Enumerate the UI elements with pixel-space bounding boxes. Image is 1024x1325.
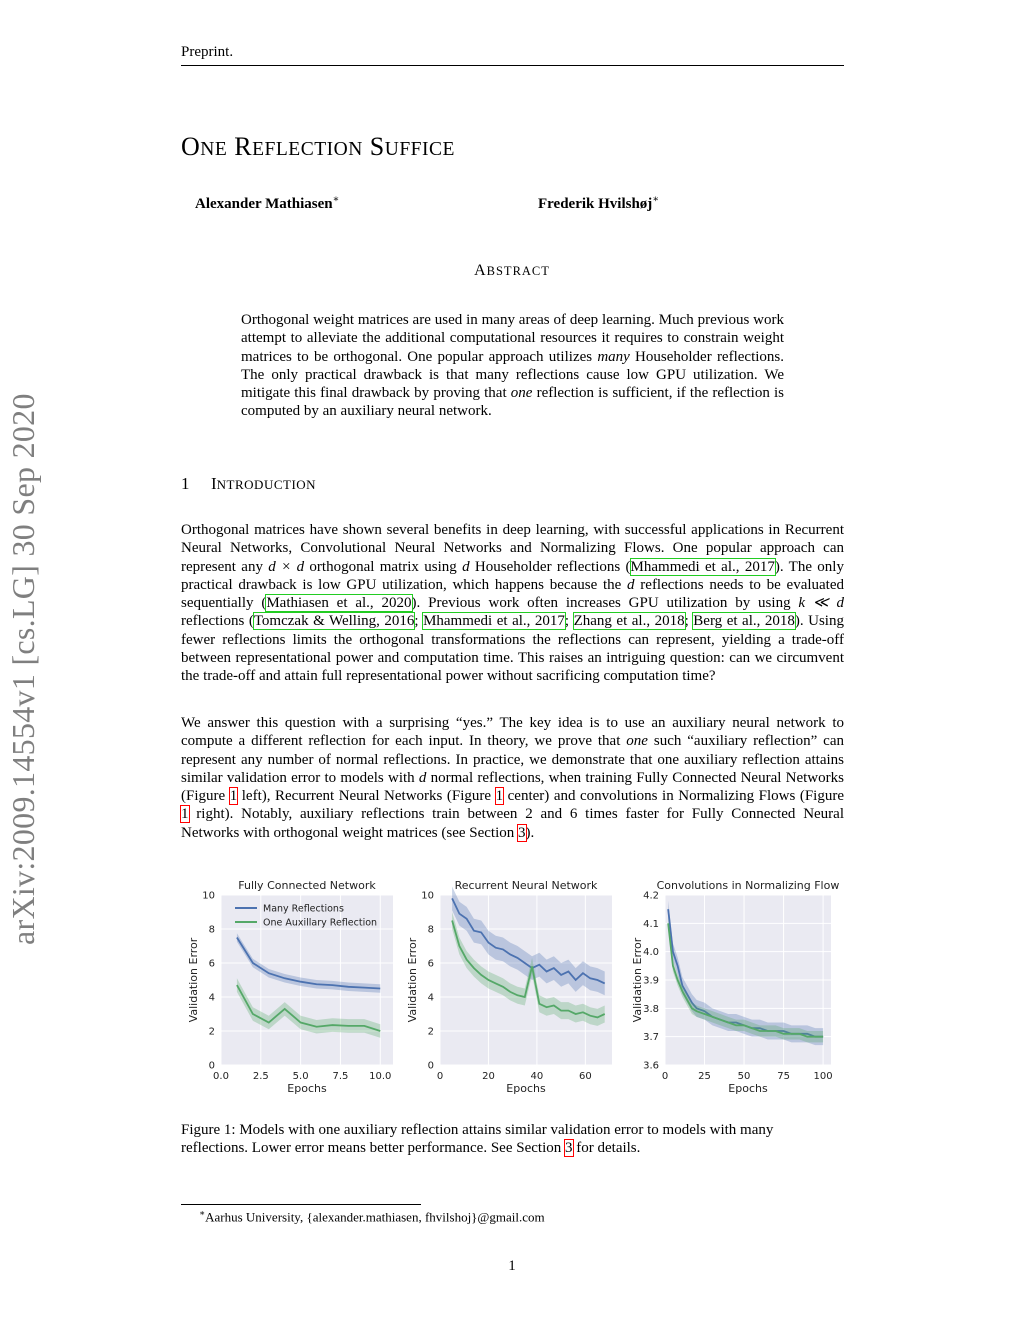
y-tick-label: 4 [427, 992, 434, 1004]
y-tick-label: 3.8 [643, 1003, 659, 1015]
legend-entry: One Auxillary Reflection [263, 917, 378, 929]
y-tick-label: 6 [208, 958, 215, 970]
x-axis-label: Epochs [506, 1082, 546, 1095]
intro-paragraph-2: We answer this question with a surprising “yes.” The key idea is to use an auxiliary neural network to compute a different reflection for each input. In theory, we prove that one such “auxiliary reflection” can represent any number of normal reflections. In practice, we demonstrate that one auxiliary reflection attains similar validation error to models with d normal reflections, when training Fully Connected Neural Networks (Figure 1 left), Recurrent Neural Networks (Figure 1 center) and convolutions in Normalizing Flows (Figure 1 right). Notably, auxiliary reflections train between 2 and 6 times faster for Fully Connected Neural Networks with orthogonal weight matrices (see Section 3). [181, 715, 844, 841]
section-ref-link[interactable]: 3 [518, 824, 526, 841]
y-tick-label: 8 [427, 924, 434, 936]
x-tick-label: 50 [737, 1071, 751, 1082]
y-tick-label: 4.2 [643, 890, 659, 902]
x-tick-label: 60 [578, 1071, 592, 1082]
x-tick-label: 0.0 [213, 1071, 229, 1082]
x-tick-label: 7.5 [332, 1071, 349, 1082]
x-tick-label: 2.5 [252, 1071, 269, 1082]
x-tick-label: 20 [482, 1071, 495, 1082]
x-axis-label: Epochs [728, 1082, 768, 1095]
citation-link[interactable]: Mhammedi et al., 2017 [630, 558, 775, 575]
footnote-rule [181, 1204, 421, 1205]
abstract-text: Orthogonal weight matrices are used in many areas of deep learning. Much previous work attempt to alleviate the additional computational resources it requires to constrain weight matrices to be orthogonal. One popular approach utilizes many Householder reflections. The only practical drawback is that many reflections cause low GPU utilization. We mitigate this final drawback by proving that one reflection is sufficient, if the reflection is computed by an auxiliary neural network. [241, 312, 784, 420]
x-axis-label: Epochs [287, 1082, 327, 1095]
chart-title: Recurrent Neural Network [454, 879, 598, 892]
x-tick-label: 10.0 [369, 1071, 392, 1082]
x-tick-label: 5.0 [292, 1071, 309, 1082]
y-tick-label: 0 [208, 1060, 215, 1072]
x-tick-label: 75 [777, 1071, 790, 1082]
author-1: Alexander Mathiasen∗ [195, 194, 340, 212]
figure-ref-link[interactable]: 1 [181, 806, 189, 823]
y-tick-label: 3.6 [643, 1060, 659, 1072]
abstract-heading: ABSTRACT [474, 262, 550, 279]
figure-ref-link[interactable]: 1 [229, 788, 238, 805]
footnote: ∗Aarhus University, {alexander.mathiasen, fhvilshoj}@gmail.com [199, 1208, 545, 1225]
citation-link[interactable]: Tomczak & Welling, 2016 [253, 613, 415, 630]
page-number: 1 [508, 1258, 516, 1274]
y-tick-label: 2 [208, 1026, 215, 1038]
citation-link[interactable]: Zhang et al., 2018 [573, 613, 685, 630]
figure-1-plots [181, 870, 844, 1110]
y-tick-label: 4.0 [643, 947, 659, 959]
y-axis-label: Validation Error [406, 937, 419, 1023]
y-axis-label: Validation Error [631, 937, 644, 1023]
x-tick-label: 25 [698, 1071, 711, 1082]
legend-entry: Many Reflections [263, 903, 344, 915]
citation-link[interactable]: Berg et al., 2018 [693, 613, 795, 630]
x-tick-label: 0 [436, 1071, 444, 1082]
author-2: Frederik Hvilshøj∗ [538, 194, 660, 212]
running-header: Preprint. [181, 44, 234, 60]
y-tick-label: 6 [427, 958, 434, 970]
y-tick-label: 0 [427, 1060, 434, 1072]
x-tick-label: 100 [813, 1071, 833, 1082]
chart-title: Fully Connected Network [238, 879, 376, 892]
intro-paragraph-1: Orthogonal matrices have shown several benefits in deep learning, with successful applications in Recurrent Neural Networks, Convolutional Neural Networks and Normalizing Flows. One popular approach can represent any d × d orthogonal matrix using d Householder reflections (Mhammedi et al., 2017). The only practical drawback is low GPU utilization, which happens because the d reflections needs to be evaluated sequentially (Mathiasen et al., 2020). Previous work often increases GPU utilization by using k ≪ d reflections (Tomczak & Welling, 2016; Mhammedi et al., 2017; Zhang et al., 2018; Berg et al., 2018). Using fewer reflections limits the orthogonal transformations the reflections can represent, yielding a trade-off between representational power and computation time. This raises an intriguing question: can we circumvent the trade-off and attain full representational power without sacrificing computation time? [181, 522, 845, 685]
figure-ref-link[interactable]: 1 [495, 788, 504, 805]
header-rule [181, 65, 844, 66]
section-ref-link[interactable]: 3 [565, 1140, 573, 1157]
figure-caption: Figure 1: Models with one auxiliary reflection attains similar validation error to models with many reflections. Lower error means better performance. See Section 3 for details. [181, 1122, 774, 1157]
x-tick-label: 40 [530, 1071, 544, 1082]
y-tick-label: 8 [208, 924, 215, 936]
y-tick-label: 10 [421, 890, 434, 902]
chart-title: Convolutions in Normalizing Flow [656, 879, 840, 892]
y-tick-label: 3.9 [643, 975, 659, 987]
y-tick-label: 4.1 [643, 918, 659, 930]
paper-title: ONE REFLECTION SUFFICE [181, 132, 455, 161]
section-heading-introduction: 1 INTRODUCTION [181, 474, 317, 493]
arxiv-identifier[interactable]: arXiv:2009.14554v1 [cs.LG] 30 Sep 2020 [5, 393, 41, 945]
y-tick-label: 3.7 [643, 1032, 659, 1044]
y-tick-label: 4 [208, 992, 215, 1004]
x-tick-label: 0 [661, 1071, 669, 1082]
y-axis-label: Validation Error [187, 937, 200, 1023]
y-tick-label: 2 [427, 1026, 434, 1038]
citation-link[interactable]: Mhammedi et al., 2017 [423, 613, 565, 630]
citation-link[interactable]: Mathiasen et al., 2020 [266, 595, 412, 612]
y-tick-label: 10 [202, 890, 215, 902]
